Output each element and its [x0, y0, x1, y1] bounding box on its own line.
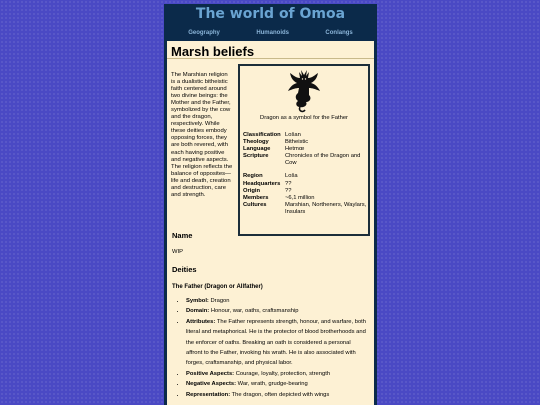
- infobox-value: Chronicles of the Dragon and Cow: [285, 153, 361, 167]
- attribute-text: Courage, loyalty, protection, strength: [234, 370, 331, 377]
- infobox-value: Bitheistic: [285, 139, 309, 146]
- infobox-value: ??: [285, 180, 292, 187]
- attribute-text: Dragon: [208, 298, 230, 304]
- nav-conlangs[interactable]: Conlangs: [325, 30, 353, 36]
- infobox-row: [243, 153, 367, 167]
- name-body: WIP: [172, 249, 183, 255]
- infobox-value: Hetmœ: [285, 146, 305, 153]
- article-content: [167, 41, 374, 405]
- father-heading: The Father (Dragon or Allfather): [172, 284, 263, 290]
- infobox-row: [243, 146, 367, 153]
- infobox-key: Cultures: [243, 201, 267, 208]
- nav-humanoids[interactable]: Humanoids: [256, 30, 289, 36]
- content-wrapper: [164, 4, 377, 405]
- list-item: [186, 369, 368, 379]
- infobox: [238, 64, 370, 236]
- list-item: [186, 390, 368, 400]
- infobox-key: Origin: [243, 187, 261, 194]
- infobox-value: Lošan: [285, 132, 301, 138]
- infobox-row: [243, 173, 367, 180]
- father-attributes-list: [172, 296, 368, 400]
- site-title[interactable]: The world of Omoa: [195, 6, 346, 22]
- list-item: [186, 379, 368, 389]
- nav-geography[interactable]: Geography: [188, 30, 220, 36]
- infobox-value: Marshian, Northeners, Waylars, Insulars: [285, 201, 367, 215]
- infobox-key: Region: [243, 173, 263, 180]
- page-title: Marsh beliefs: [167, 41, 374, 59]
- attribute-text: The dragon, often depicted with wings: [230, 391, 330, 398]
- infobox-key: Scripture: [243, 153, 269, 160]
- attribute-label: Representation:: [186, 391, 231, 398]
- attribute-label: Positive Aspects:: [186, 370, 235, 377]
- infobox-key: Headquarters: [243, 180, 281, 187]
- infobox-key: Members: [243, 194, 269, 201]
- infobox-row: [243, 181, 367, 188]
- dragon-emblem-icon: [287, 69, 321, 113]
- name-heading: Name: [172, 231, 193, 240]
- infobox-value: ??: [285, 187, 292, 194]
- attribute-label: Symbol:: [186, 298, 209, 304]
- infobox-row: [243, 132, 367, 139]
- infobox-row: [243, 195, 367, 202]
- infobox-row: [243, 188, 367, 195]
- deities-heading: Deities: [172, 265, 197, 274]
- infobox-row: [243, 202, 367, 216]
- infobox-value: Loša: [285, 173, 298, 180]
- emblem-caption: Dragon as a symbol for the Father: [260, 115, 348, 121]
- list-item: [186, 317, 368, 369]
- attribute-label: Domain:: [186, 308, 210, 315]
- infobox-table: [243, 132, 367, 216]
- attribute-label: Negative Aspects:: [186, 381, 237, 388]
- infobox-key: Classification: [243, 132, 281, 138]
- list-item: [186, 296, 368, 306]
- infobox-row: [243, 139, 367, 146]
- intro-paragraph: The Marshian religion is a dualistic bitheistic faith centered around two divine beings: the Mother and the Father, symbolized by the cow and the dragon, respectively. While these deities embody opposing forces, they are both revered, with each having positive and negative aspects. The religion reflects the balance of opposites—life and death, creation and destruction, care and strength.: [171, 72, 233, 198]
- attribute-text: War, wrath, grudge-bearing: [236, 381, 308, 388]
- infobox-value: ~6,1 million: [285, 194, 315, 201]
- infobox-key: Theology: [243, 139, 269, 146]
- list-item: [186, 306, 368, 316]
- attribute-text: The Father represents strength, honour, and warfare, both literal and metaphorical. He is the protector of blood brotherhoods and the enforcer of oaths. Breaking an oath is considered a personal affront to the Father, invoking his wrath. He is also associated with forges, craftsmanship, and physical labor.: [186, 318, 367, 367]
- infobox-key: Language: [243, 146, 271, 153]
- attribute-label: Attributes:: [186, 318, 216, 325]
- attribute-text: Honour, war, oaths, craftsmanship: [209, 308, 299, 315]
